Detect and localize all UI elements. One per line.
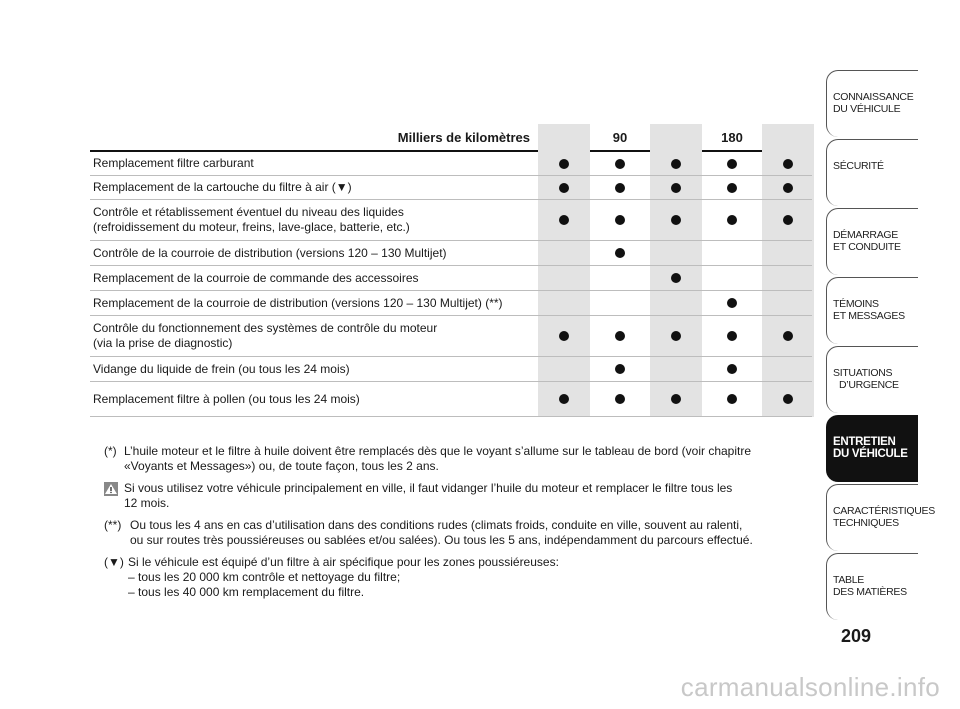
maintenance-cell [592,152,648,175]
maintenance-cell [592,200,648,240]
maintenance-cell [704,200,760,240]
maintenance-cell [648,316,704,356]
row-label: Contrôle du fonctionnement des systèmes de contrôle du moteur (via la prise de diagnostic) [93,321,438,350]
maintenance-dot [671,331,681,341]
row-label: Remplacement de la courroie de distribution (versions 120 – 130 Multijet) (**) [93,295,503,310]
maintenance-cell [592,357,648,381]
maintenance-cell [592,316,648,356]
maintenance-dot [671,215,681,225]
row-label: Remplacement filtre carburant [93,156,254,170]
table-row [90,357,812,382]
maintenance-dot [615,364,625,374]
maintenance-cell [592,291,648,315]
maintenance-cell [536,316,592,356]
warning-triangle-icon [104,482,118,496]
column-header: 180 [721,130,743,145]
warning-text: Si vous utilisez votre véhicule principalement en ville, il faut vidanger l’huile du moteur et remplacer le filtre tous les 12 mois. [124,481,733,510]
maintenance-dot [559,159,569,169]
maintenance-dot [671,394,681,404]
maintenance-dot [559,215,569,225]
maintenance-dot [727,331,737,341]
maintenance-cell [760,357,816,381]
footnote-text: Ou tous les 4 ans en cas d’utilisation dans des conditions rudes (climats froids, conduite en ville, souvent au ralenti, ou sur routes très poussiéreuses ou sablées et/ou salées). Ou tous les 5 ans, indépendamment du parcours effectué. [130,518,753,547]
maintenance-cell [536,241,592,265]
page-number: 209 [840,626,872,646]
chapter-tab-demarrage[interactable]: DÉMARRAGE ET CONDUITE [826,208,918,275]
footnote-marker: (▼) [104,555,124,569]
table-row [90,176,812,200]
maintenance-cell [592,266,648,290]
chapter-tab-entretien[interactable]: ENTRETIEN DU VÉHICULE [826,415,918,482]
chapter-tab-securite[interactable]: SÉCURITÉ [826,139,918,206]
maintenance-dot [783,394,793,404]
maintenance-cell [648,176,704,199]
maintenance-cell [536,200,592,240]
maintenance-cell [704,152,760,175]
maintenance-dot [783,215,793,225]
table-row [90,382,812,417]
maintenance-cell [648,382,704,416]
chapter-tab-situations[interactable]: SITUATIONS D’URGENCE [826,346,918,413]
maintenance-dot [615,159,625,169]
maintenance-cell [648,266,704,290]
maintenance-cell [536,291,592,315]
maintenance-dot [671,159,681,169]
watermark: carmanualsonline.info [680,672,940,702]
maintenance-cell [704,176,760,199]
table-row [90,200,812,241]
maintenance-cell [536,266,592,290]
maintenance-cell [648,241,704,265]
table-row [90,152,812,176]
chapter-tab-table[interactable]: TABLE DES MATIÈRES [826,553,918,620]
chapter-tab-temoins[interactable]: TÉMOINS ET MESSAGES [826,277,918,344]
row-label: Contrôle de la courroie de distribution (versions 120 – 130 Multijet) [93,245,447,260]
maintenance-cell [648,200,704,240]
maintenance-cell [760,241,816,265]
maintenance-cell [760,152,816,175]
maintenance-dot [727,394,737,404]
maintenance-cell [704,266,760,290]
maintenance-dot [559,331,569,341]
row-label: Remplacement filtre à pollen (ou tous les 24 mois) [93,391,360,406]
maintenance-dot [671,183,681,193]
maintenance-cell [536,357,592,381]
row-label: Remplacement de la cartouche du filtre à air (▼) [93,180,352,194]
maintenance-cell [704,241,760,265]
maintenance-cell [760,176,816,199]
maintenance-dot [783,183,793,193]
maintenance-cell [760,291,816,315]
maintenance-cell [704,316,760,356]
maintenance-cell [592,241,648,265]
maintenance-cell [760,200,816,240]
table-row [90,266,812,291]
maintenance-cell [760,382,816,416]
chapter-tab-connaissance[interactable]: CONNAISSANCE DU VÉHICULE [826,70,918,137]
footnote-text: Si le véhicule est équipé d’un filtre à air spécifique pour les zones poussiéreuses: – tous les 20 000 km contrôle et nettoyage du filtre; – tous les 40 000 km remplacement du filtre. [128,555,559,599]
maintenance-dot [615,331,625,341]
maintenance-dot [615,215,625,225]
column-header: 90 [612,130,628,145]
maintenance-dot [727,298,737,308]
maintenance-dot [783,159,793,169]
maintenance-cell [648,291,704,315]
maintenance-cell [760,316,816,356]
maintenance-dot [783,331,793,341]
footnote-air-filter [104,555,794,600]
maintenance-dot [727,183,737,193]
maintenance-cell [760,266,816,290]
table-row [90,291,812,316]
table-row [90,241,812,266]
footnote-oil [104,444,794,474]
maintenance-dot [671,273,681,283]
maintenance-dot [727,364,737,374]
footnotes [104,444,794,607]
warning-note [104,481,794,511]
row-label: Remplacement de la courroie de commande des accessoires [93,270,419,285]
table-header [90,124,812,152]
maintenance-cell [536,152,592,175]
maintenance-cell [704,382,760,416]
maintenance-dot [559,183,569,193]
maintenance-dot [559,394,569,404]
chapter-tab-caracteristiques[interactable]: CARACTÉRISTIQUES TECHNIQUES [826,484,918,551]
maintenance-cell [704,357,760,381]
maintenance-cell [592,382,648,416]
chapter-sidebar [826,70,935,622]
maintenance-cell [536,176,592,199]
maintenance-cell [648,152,704,175]
header-label: Milliers de kilomètres [397,130,530,145]
table-row [90,316,812,357]
row-label: Vidange du liquide de frein (ou tous les 24 mois) [93,361,350,376]
maintenance-cell [648,357,704,381]
footnote-marker: (**) [104,518,122,532]
maintenance-dot [727,215,737,225]
maintenance-dot [615,183,625,193]
footnote-belt [104,518,794,548]
maintenance-dot [615,248,625,258]
footnote-text: L’huile moteur et le filtre à huile doivent être remplacés dès que le voyant s’allume sur le tableau de bord (voir chapitre «Voyants et Messages») ou, de toute façon, tous les 2 ans. [124,444,752,473]
table-body [90,152,812,417]
maintenance-cell [592,176,648,199]
footnote-marker: (*) [104,444,117,458]
maintenance-dot [727,159,737,169]
maintenance-cell [536,382,592,416]
maintenance-table [90,124,812,417]
maintenance-dot [615,394,625,404]
maintenance-cell [704,291,760,315]
row-label: Contrôle et rétablissement éventuel du niveau des liquides (refroidissement du moteur, freins, lave-glace, batterie, etc.) [93,205,410,234]
